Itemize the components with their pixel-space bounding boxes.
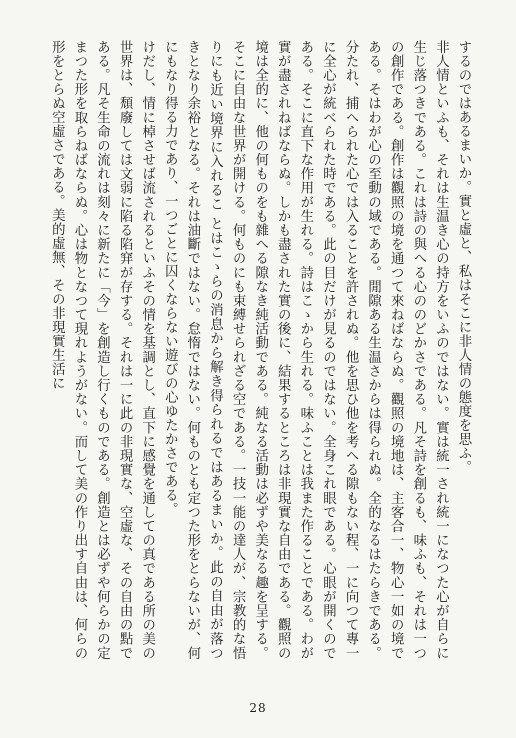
page-number: 28	[249, 701, 267, 715]
paragraph-2: 非人情といふも、それは生温き心の持方をいふのではない。實は統一され統一になつた心が自らに生じ落つきである。これは詩の與へる心ののどかさである。凡そ詩を創るも、味ふも、それは一つの創作である。創作は觀照の境を通つて來ねばならぬ。觀照の境地は、主客合一、物心一如の境である。そはわが心の至動の域である。閒隙ある生温さからは得られぬ。全的なるはたらきである。分たれ、捕へられた心では入ることを許されぬ。他を思ひ他を考へる隙もない程、一に向つて專一に全心が統べられた時である。此の目だけが見るのではない。全身これ眼である。心眼が開くのである。そこに直下な作用が生れる。詩はこゝから生れる。味ふことは我また作ることである。わが實が盡されねばならぬ。しかも盡された實の後に、結果するところは非現實な自由である。觀照の境は全的に、他の何ものをも雜へる隙なき純活動である。純なる活動は必ずや美なる趣を呈する。そこに自由な世界が開ける。何ものにも束縛せられざる空である。一技一能の達人が、宗教的な悟りにも近い境界に入れるこ とはこゝらの消息から解き得られるではあるまいか。此の自由が落つきとなり余裕となる。それは油斷ではない。怠惰ではない。何ものとも定つた形をとらないが、何にもなり得る力であり、一つごとに囚くならない遊びの心ゆたかさである。	[162, 40, 449, 660]
vertical-text-block	[20, 40, 474, 660]
paragraph-3: けだし、情に棹させば流されるといふその情を基調とし、直下に感覺を通しての真である所の美の世界は、頹廢しては文弱に陷る陷穽が存する。それは一に此の非現實な、空虛な、その自由の點である。凡そ生命の流れは刻々に新たに「今」を創造し行くものである。創造とは必ずや何らかの定まつた形を取らねばならぬ。心は物となつて現れようがない。而して美の作り出す自由は、何らの形をとらぬ空虛さである。美的虛無、その非現實生活に	[49, 40, 155, 660]
paragraph-1: するのではあるまいか。實と虛と、私はそこに非人情の態度を思ふ。	[456, 40, 471, 474]
